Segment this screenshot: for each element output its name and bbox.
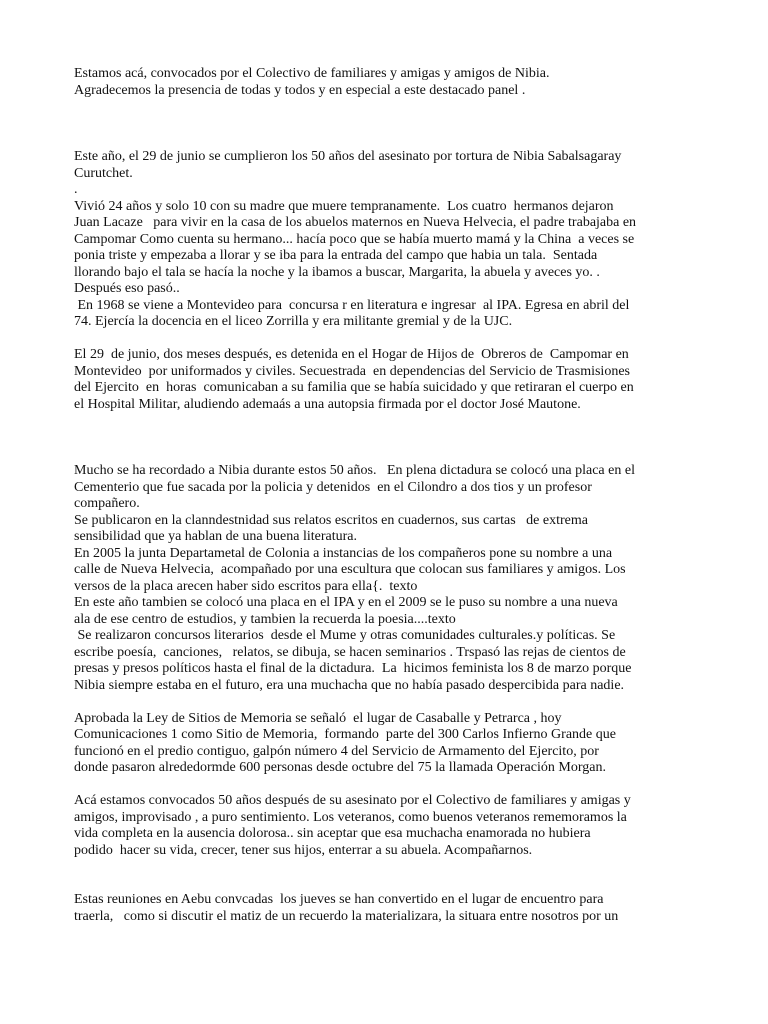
paragraph-remembrance [74,463,714,694]
text-line: Comunicaciones 1 como Sitio de Memoria, formando parte del 300 Carlos Infierno Grande que [74,727,616,742]
text-line: el Hospital Militar, aludiendo ademaás a una autopsia firmada por el doctor José Mautone. [74,396,581,412]
text-line: calle de Nueva Helvecia, acompañado por una escultura que colocan sus familiares y amigos. Los [74,562,626,577]
text-line: Vivió 24 años y solo 10 con su madre que muere tempranamente. Los cuatro hermanos dejaron [74,198,614,214]
text-line: ponia triste y empezaba a llorar y se iba para la entrada del campo que habia un tala. Sentada [74,248,598,263]
text-line: Montevideo por uniformados y civiles. Secuestrada en dependencias del Servicio de Trasmisiones [74,363,630,379]
text-line: donde pasaron alrededormde 600 personas desde octubre del 75 la llamada Operación Morgan. [74,760,606,775]
text-line: Aprobada la Ley de Sitios de Memoria se señaló el lugar de Casaballe y Petrarca , hoy [74,710,562,726]
text-line: funcionó en el predio contiguo, galpón número 4 del Servicio de Armamento del Ejercito, por [74,743,599,759]
text-line: ala de ese centro de estudios, y tambien la recuerda la poesia....texto [74,611,456,627]
text-line: En 2005 la junta Departametal de Colonia a instancias de los compañeros pone su nombre a una [74,545,613,561]
text-line: versos de la placa arecen haber sido escritos para ella{. texto [74,578,418,594]
text-line: Cementerio que fue sacada por la policia y detenidos en el Cilondro a dos tios y un profesor [74,479,592,495]
text-line: Curutchet. [74,165,133,181]
paragraph-collective [74,793,714,859]
text-line: Campomar Como cuenta su hermano... hacía poco que se había muerto mamá y la China a veces se [74,231,635,247]
text-line: En 1968 se viene a Montevideo para concursa r en literatura e ingresar al IPA. Egresa en abril del [74,297,630,313]
text-line: Juan Lacaze para vivir en la casa de los abuelos maternos en Nueva Helvecia, el padre trabajaba en [74,215,637,230]
text-line: Estamos acá, convocados por el Colectivo de familiares y amigas y amigos de Nibia. [74,66,550,81]
paragraph-welcome [74,66,714,99]
paragraph-memory-site [74,711,714,777]
text-line: amigos, improvisado , a puro sentimiento. Los veteranos, como buenos veteranos rememoramos la [74,809,627,825]
paragraph-biography [74,149,714,331]
document-page [74,66,714,925]
paragraph-meetings [74,892,714,925]
text-line: Se publicaron en la clanndestnidad sus relatos escritos en cuadernos, sus cartas de extrema [74,512,588,528]
text-line: del Ejercito en horas comunicaban a su familia que se había suicidado y que retiraran el cuerpo en [74,380,634,395]
text-line: Este año, el 29 de junio se cumplieron los 50 años del asesinato por tortura de Nibia Sabalsagaray [74,149,622,164]
text-line: Agradecemos la presencia de todas y todos y en especial a este destacado panel . [74,82,526,98]
text-line: llorando bajo el tala se hacía la noche y la ibamos a buscar, Margarita, la abuela y aveces yo. . [74,264,600,280]
text-line: 74. Ejercía la docencia en el liceo Zorrilla y era militante gremial y de la UJC. [74,314,513,329]
paragraph-detention [74,347,714,413]
text-line: podido hacer su vida, crecer, tener sus hijos, enterrar a su abuela. Acompañarnos. [74,842,533,858]
text-line: Acá estamos convocados 50 años después de su asesinato por el Colectivo de familiares y amigas y [74,793,631,808]
text-line: Estas reuniones en Aebu convcadas los jueves se han convertido en el lugar de encuentro para [74,892,604,907]
text-line: . [74,182,78,197]
text-line: En este año tambien se colocó una placa en el IPA y en el 2009 se le puso su nombre a una nueva [74,595,618,610]
text-line: Después eso pasó.. [74,281,180,296]
text-line: Mucho se ha recordado a Nibia durante estos 50 años. En plena dictadura se colocó una placa en el [74,463,635,478]
text-line: compañero. [74,496,140,511]
text-line: vida completa en la ausencia dolorosa.. sin aceptar que esa muchacha enamorada no hubiera [74,826,591,841]
text-line: presas y presos políticos hasta el final de la dictadura. La hicimos feminista los 8 de marzo porque [74,661,632,676]
text-line: sensibilidad que ya hablan de una buena literatura. [74,529,358,544]
text-line: traerla, como si discutir el matiz de un recuerdo la materializara, la situara entre nosotros por un [74,908,619,924]
text-line: Se realizaron concursos literarios desde el Mume y otras comunidades culturales.y políticas. Se [74,628,616,643]
text-line: El 29 de junio, dos meses después, es detenida en el Hogar de Hijos de Obreros de Campomar en [74,347,629,362]
text-line: Nibia siempre estaba en el futuro, era una muchacha que no había pasado despercibida para nadie. [74,677,625,693]
text-line: escribe poesía, canciones, relatos, se dibuja, se hacen seminarios . Trspasó las rejas de cientos de [74,644,626,660]
